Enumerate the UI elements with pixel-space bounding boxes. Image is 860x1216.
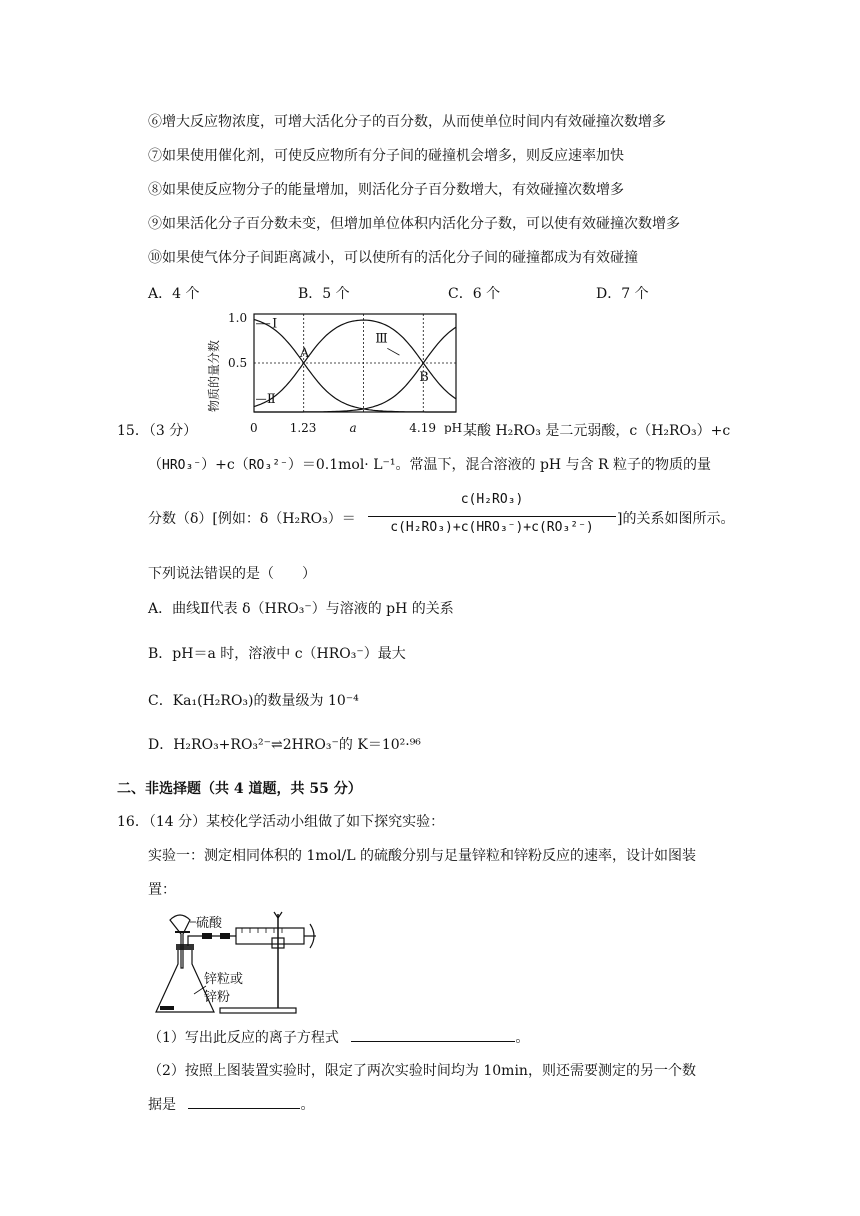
delta-fraction [368, 492, 616, 544]
curve-label-III: Ⅲ [375, 331, 388, 347]
q15-line2-part-b: ）+c（ [201, 457, 249, 473]
x-axis-label: pH [444, 421, 463, 434]
q15-option-a[interactable]: A．曲线Ⅱ代表 δ（HRO₃⁻）与溶液的 pH 的关系 [148, 601, 454, 617]
label-sulfuric-acid: 硫酸 [196, 916, 223, 931]
point-label-A: A [299, 346, 310, 361]
q15-line1: 某酸 H₂RO₃ 是二元弱酸，c（H₂RO₃）+c [463, 423, 731, 439]
label-line-III [387, 348, 399, 355]
q16-sub2-line1: （2）按照上图装置实验时，限定了两次实验时间均为 10min，则还需要测定的另一个数 [148, 1063, 696, 1079]
statement-9: ⑨如果活化分子百分数未变，但增加单位体积内活化分子数，可以使有效碰撞次数增多 [148, 216, 680, 232]
q16-exp1-line1: 实验一：测定相同体积的 1mol/L 的硫酸分别与足量锌粒和锌粉反应的速率，设计如图装 [148, 848, 697, 864]
x-tick-0: 0 [250, 421, 258, 434]
stand-base [220, 1008, 296, 1013]
y-tick-1.0: 1.0 [228, 311, 248, 325]
q15-option-c[interactable]: C．Ka₁(H₂RO₃)的数量级为 10⁻⁴ [148, 693, 359, 709]
apparatus-diagram [150, 908, 330, 1018]
q15-line3-a: 分数（δ）[例如：δ（H₂RO₃）＝ [148, 511, 356, 527]
q16-sub1 [148, 1027, 529, 1047]
section-heading: 二、非选择题（共 4 道题，共 55 分） [117, 781, 362, 797]
label-zinc-line1: 锌粒或 [204, 972, 244, 987]
q16-sub2-period: 。 [300, 1097, 315, 1113]
q16-sub2-line2 [148, 1094, 314, 1114]
q16-sub2-text: 据是 [148, 1097, 176, 1113]
curve-label-II: Ⅱ [266, 392, 276, 408]
ion-ro3: RO₃²⁻ [248, 458, 288, 473]
q16-sub1-period: 。 [515, 1030, 530, 1046]
q16-exp1-line2: 置： [148, 882, 176, 898]
point-label-B: B [419, 370, 429, 385]
q14-option-a[interactable]: A．4 个 [148, 286, 200, 302]
x-tick-2: a [349, 421, 357, 434]
funnel [170, 915, 190, 968]
q15-option-b[interactable]: B．pH＝a 时，溶液中 c（HRO₃⁻）最大 [148, 646, 406, 662]
statement-7: ⑦如果使用催化剂，可使反应物所有分子间的碰撞机会增多，则反应速率加快 [148, 148, 624, 164]
q15-line2-part-c: ）＝0.1mol· L⁻¹。常温下，混合溶液的 pH 与含 R 粒子的物质的量 [287, 457, 712, 473]
answer-blank-1[interactable] [351, 1027, 515, 1042]
syringe-barrel [236, 928, 304, 944]
label-zinc-line2: 锌粉 [204, 990, 231, 1005]
y-axis-label: 物质的量分数 [207, 339, 221, 412]
q15-number: 15．（3 分） [117, 423, 198, 439]
q15-line2-part-a: （ [148, 457, 162, 473]
q15-line2 [148, 454, 711, 474]
q14-option-b[interactable]: B．5 个 [298, 286, 350, 302]
q16-title: 16．（14 分）某校化学活动小组做了如下探究实验： [117, 814, 445, 830]
q15-prompt: 下列说法错误的是（ ） [148, 566, 316, 582]
syringe-scale [242, 928, 282, 933]
q15-line3-b: ]的关系如图所示。 [617, 511, 735, 527]
fraction-denominator: c(H₂RO₃)+c(HRO₃⁻)+c(RO₃²⁻) [390, 520, 594, 535]
statement-6: ⑥增大反应物浓度，可增大活化分子的百分数，从而使单位时间内有效碰撞次数增多 [148, 114, 666, 130]
q15-option-d[interactable]: D．H₂RO₃+RO₃²⁻⇌2HRO₃⁻的 K＝10²·⁹⁶ [148, 737, 421, 753]
flask-stopper [176, 944, 194, 950]
y-tick-0.5: 0.5 [228, 356, 248, 370]
q14-option-c[interactable]: C．6 个 [448, 286, 501, 302]
rubber-joint-1 [202, 933, 212, 939]
q14-option-d[interactable]: D．7 个 [596, 286, 649, 302]
curve-label-I: Ⅰ [272, 316, 278, 332]
answer-blank-2[interactable] [188, 1094, 300, 1109]
statement-8: ⑧如果使反应物分子的能量增加，则活化分子百分数增大，有效碰撞次数增多 [148, 182, 624, 198]
ion-hro3: HRO₃⁻ [162, 458, 202, 473]
statement-10: ⑩如果使气体分子间距离减小，可以使所有的活化分子间的碰撞都成为有效碰撞 [148, 250, 638, 266]
zinc-pieces [160, 1006, 174, 1010]
fraction-bar [368, 516, 616, 517]
rubber-joint-2 [220, 933, 230, 939]
x-tick-3: 4.19 [409, 421, 436, 434]
x-tick-1: 1.23 [289, 421, 317, 434]
fraction-numerator: c(H₂RO₃) [460, 492, 524, 507]
q16-sub1-text: （1）写出此反应的离子方程式 [148, 1030, 339, 1046]
pH-distribution-chart [190, 302, 470, 434]
